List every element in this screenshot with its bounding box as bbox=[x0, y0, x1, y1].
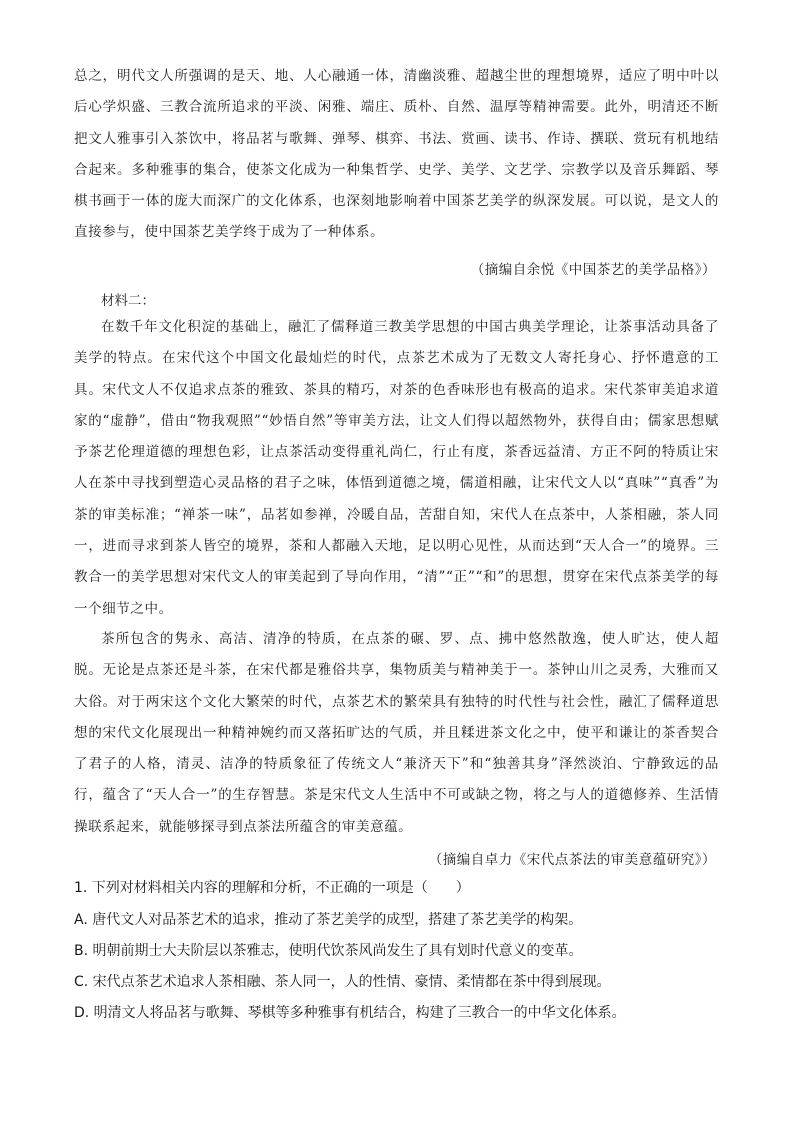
option-b: B. 明朝前期士大夫阶层以茶雅志，使明代饮茶风尚发生了具有划时代意义的变革。 bbox=[74, 943, 583, 959]
material1-paragraph: 总之，明代文人所强调的是天、地、人心融通一体，清幽淡雅、超越尘世的理想境界，适应了明中叶以后心学炽盛、三教合流所追求的平淡、闲雅、端庄、质朴、自然、温厚等精神需要。此外，明清还不断把文人雅事引入茶饮中，将品茗与歌舞、弹琴、棋弈、书法、赏画、读书、作诗、撰联、赏玩有机地结合起来。多种雅事的集合，使茶文化成为一种集哲学、史学、美学、文艺学、宗教学以及音乐舞蹈、琴棋书画于一体的庞大而深广的文化体系，也深刻地影响着中国茶艺美学的纵深发展。可以说，是文人的直接参与，使中国茶艺美学终于成为了一种体系。 bbox=[74, 68, 719, 241]
material2-paragraph-1: 在数千年文化积淀的基础上，融汇了儒释道三教美学思想的中国古典美学理论，让茶事活动具备了美学的特点。在宋代这个中国文化最灿烂的时代，点茶艺术成为了无数文人寄托身心、抒怀遣意的工具。宋代文人不仅追求点茶的雅致、茶具的精巧，对茶的色香味形也有极高的追求。宋代茶审美追求道家的“虚静”，借由“物我观照”“妙悟自然”等审美方法，让文人们得以超然物外，获得自由；儒家思想赋予茶艺伦理道德的理想色彩，让点茶活动变得重礼尚仁，行止有度，茶香远益清、方正不阿的特质让宋人在茶中寻找到塑造心灵品格的君子之味，体悟到道德之境，儒道相融，让宋代文人以“真味”“真香”为茶的审美标准；“禅茶一味”，品茗如参禅，冷暖自品，苦甜自知，宋代人在点茶中，人茶相融，茶人同一，进而寻求到茶人皆空的境界，茶和人都融入天地，足以明心见性，从而达到“天人合一”的境界。三教合一的美学思想对宋代文人的审美起到了导向作用，“清”“正”“和”的思想，贯穿在宋代点茶美学的每一个细节之中。 bbox=[74, 319, 719, 617]
material2-paragraph-2: 茶所包含的隽永、高洁、清净的特质，在点茶的碾、罗、点、拂中悠然散逸，使人旷达，使人超脱。无论是点茶还是斗茶，在宋代都是雅俗共享，集物质美与精神美于一。茶钟山川之灵秀，大雅而又大俗。对于两宋这个文化大繁荣的时代，点茶艺术的繁荣具有独特的时代性与社会性，融汇了儒释道思想的宋代文化展现出一种精神婉约而又落拓旷达的气质，并且糅进茶文化之中，使平和谦让的茶香契合了君子的人格，清灵、洁净的特质象征了传统文人“兼济天下”和“独善其身”泽然淡泊、宁静致远的品行，蕴含了“天人合一”的生存智慧。茶是宋代文人生活中不可或缺之物，将之与人的道德修养、生活情操联系起来，就能够探寻到点茶法所蕴含的审美意蕴。 bbox=[74, 631, 719, 835]
material2-source: （摘编自卓力《宋代点茶法的审美意蕴研究》） bbox=[428, 852, 716, 868]
material2-label: 材料二： bbox=[101, 293, 155, 309]
option-d: D. 明清文人将品茗与歌舞、琴棋等多种雅事有机结合，构建了三教合一的中华文化体系。 bbox=[74, 1005, 626, 1021]
option-a: A. 唐代文人对品茶艺术的追求，推动了茶艺美学的成型，搭建了茶艺美学的构架。 bbox=[74, 912, 583, 928]
question-stem: 1. 下列对材料相关内容的理解和分析，不正确的一项是（ ） bbox=[74, 880, 470, 896]
option-c: C. 宋代点茶艺术追求人茶相融、茶人同一，人的性情、豪情、柔情都在茶中得到展现。 bbox=[74, 974, 611, 990]
material1-source: （摘编自余悦《中国茶艺的美学品格》） bbox=[470, 262, 716, 278]
